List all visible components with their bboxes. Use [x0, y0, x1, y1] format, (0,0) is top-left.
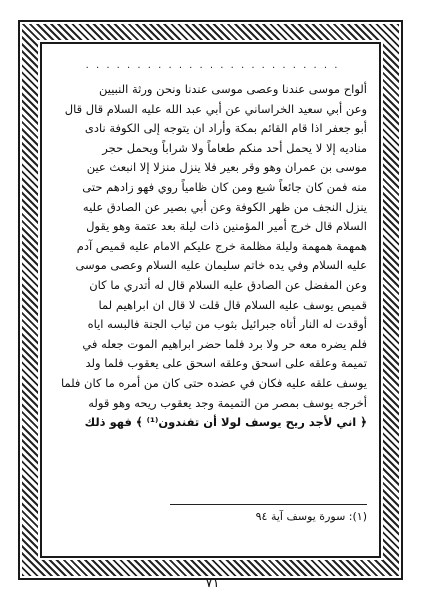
header-dots: . . . . . . . . . . . . . . . . . . . . . . . . .: [85, 60, 340, 71]
text-line: مناديه إلا لا يحمل أحد منكم طعاماً ولا شراباً ويحمل حجر: [102, 140, 367, 155]
text-line: عليه السلام وفي يده خاتم سليمان عليه السلام وعصى موسى: [75, 258, 367, 273]
text-line: يوسف علقه عليه فكان في عضده حتى كان من أمره ما كان فلما: [60, 375, 367, 390]
text-line: تميمة وعلقه على اسحق وعلقه اسحق على يعقوب فلما ولد: [85, 356, 367, 371]
text-line: وعن أبي سعيد الخراساني عن أبي عبد الله عليه السلام قال قال: [64, 101, 367, 116]
footnote: (١): سورة يوسف آية ٩٤: [255, 510, 367, 523]
page-number: ٧١: [205, 576, 220, 591]
text-line: وعن المفضل عن الصادق عليه السلام قال له أتدري ما كان: [89, 277, 367, 292]
text-line: أوقدت له النار أتاه جبرائيل بثوب من ثياب الجنة فالبسه اياه: [87, 317, 367, 332]
text-line: أخرجه يوسف بمصر من التميمة وجد يعقوب ريحه وهو قوله: [88, 395, 367, 410]
text-line: قميص يوسف عليه السلام قال قلت لا قال ان ابراهيم لما: [98, 297, 367, 312]
text-line: ألواح موسى عندنا وعصى موسى عندنا ونحن ورثة النبيين: [98, 82, 367, 96]
text-line: همهمة همهمة وليلة مظلمة خرج عليكم الامام عليه قميص آدم: [76, 238, 367, 253]
text-line: منه فمن كان جائعاً شبع ومن كان ظامياً روي فهو زادهم حتى: [82, 179, 367, 194]
text-line: السلام قال خرج أمير المؤمنين ذات ليلة بعد عتمة وهو يقول: [86, 219, 367, 234]
text-line: فلم يضره معه حر ولا برد فلما حضر ابراهيم الموت جعله في: [82, 336, 367, 351]
text-line: ينزل النجف من ظهر الكوفة وعن أبي بصير عن الصادق عليه: [82, 199, 367, 214]
footnote-separator: [170, 504, 367, 505]
quran-verse-line: ﴿ اني لأجد ريح يوسف لولا أن تفندون⁽¹⁾ ﴾ فهو ذلك: [84, 415, 367, 430]
text-line: موسى بن عمران وهو وقر بعير فلا ينزل منزلا إلا انبعث عين: [86, 160, 367, 175]
body-text: [55, 80, 367, 433]
text-line: أبو جعفر اذا قام القائم بمكة وأراد ان يتوجه إلى الكوفة نادى: [84, 121, 367, 136]
